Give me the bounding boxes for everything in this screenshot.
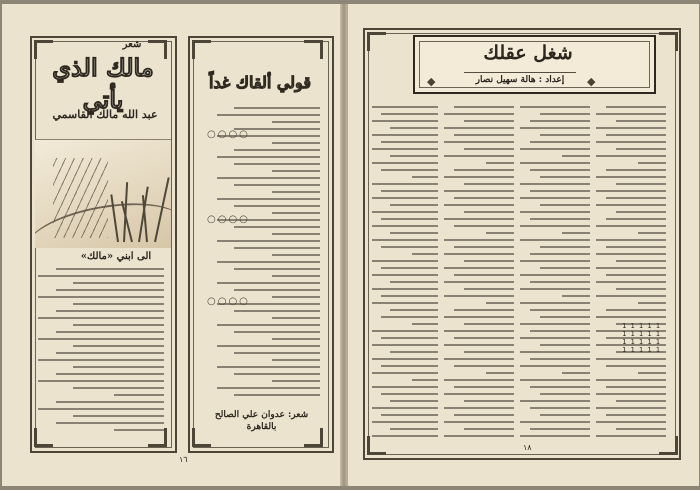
decorative-corner — [367, 32, 386, 51]
poem-illustration — [35, 139, 171, 248]
puzzle-title: شغل عقلك — [483, 42, 573, 64]
poem-text-block — [38, 268, 164, 436]
right-page — [347, 4, 699, 486]
decorative-corner — [192, 428, 211, 447]
puzzle-column-4 — [596, 106, 666, 442]
poem-signature-line-2: بالقاهرة — [246, 422, 277, 432]
decorative-corner — [659, 32, 678, 51]
poem-signature-line-1: شعر: عدوان علي الصالح — [214, 410, 309, 420]
poem-title: مالك الذي يأتي — [52, 53, 154, 114]
decorative-separator: ○○○○ — [207, 296, 250, 307]
number-pattern-block: 1 1 1 1 1 1 1 1 1 1 1 1 1 1 1 1 1 1 1 1 — [622, 322, 660, 354]
ornament-icon: ◆ — [427, 75, 436, 88]
decorative-separator: ○○○○ — [207, 214, 250, 225]
decorative-corner — [192, 40, 211, 59]
poem-section-label: شعر — [122, 39, 142, 50]
left-page — [2, 4, 342, 486]
puzzle-byline: إعداد : هالة سهيل نصار — [464, 72, 576, 85]
left-page-number: ١٦ — [179, 455, 188, 464]
poem-author: عبد الله مالك القاسمي — [52, 108, 158, 121]
poem-dedication: الى ابني «مالك» — [80, 251, 152, 262]
decorative-corner — [304, 40, 323, 59]
puzzle-column-1 — [372, 106, 438, 442]
puzzle-column-2 — [444, 106, 514, 442]
right-page-number: ١٨ — [523, 443, 532, 452]
second-poem-text-block — [200, 107, 320, 401]
ornament-icon: ◆ — [587, 75, 596, 88]
decorative-separator: ○○○○ — [207, 129, 250, 140]
puzzle-column-3 — [520, 106, 590, 442]
second-poem-title: قولي ألقاك غداً — [209, 73, 311, 92]
